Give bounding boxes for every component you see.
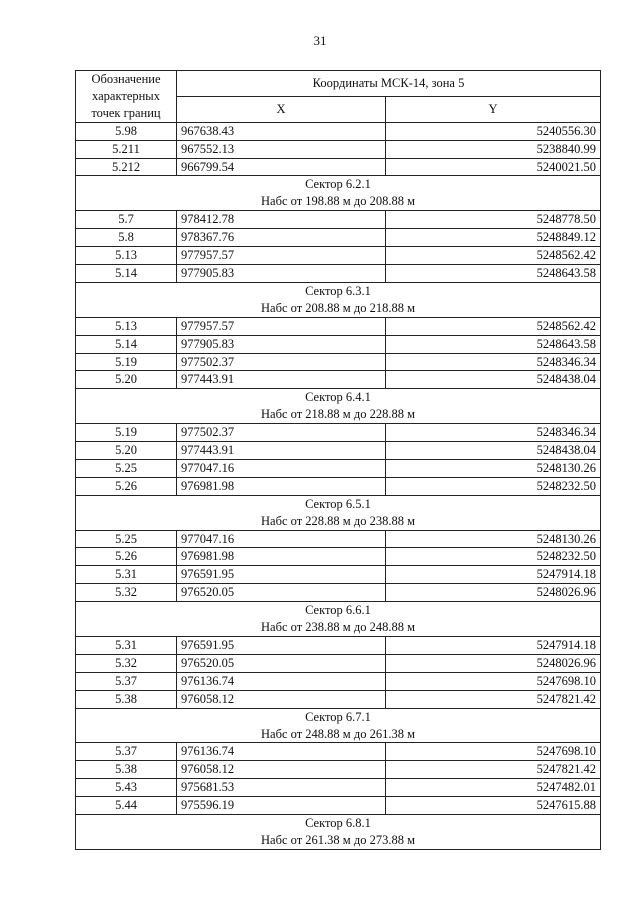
x-cell: 976591.95 — [177, 637, 386, 655]
sector-title: Сектор 6.2.1 — [305, 177, 371, 192]
y-cell: 5248232.50 — [386, 548, 601, 566]
point-cell: 5.44 — [76, 797, 177, 815]
table-row — [76, 743, 601, 761]
table-row — [76, 335, 601, 353]
table-row — [76, 353, 601, 371]
x-cell: 977443.91 — [177, 442, 386, 460]
y-cell: 5240556.30 — [386, 122, 601, 140]
header-row — [76, 71, 601, 97]
x-cell: 966799.54 — [177, 158, 386, 176]
designation-header: Обозначение характерных точек границ — [76, 71, 177, 123]
y-cell: 5247914.18 — [386, 637, 601, 655]
point-cell: 5.19 — [76, 353, 177, 371]
point-cell: 5.32 — [76, 584, 177, 602]
sector-header — [76, 176, 601, 211]
y-cell: 5248346.34 — [386, 424, 601, 442]
point-cell: 5.25 — [76, 530, 177, 548]
table-row — [76, 584, 601, 602]
x-cell: 976981.98 — [177, 548, 386, 566]
y-cell: 5247821.42 — [386, 761, 601, 779]
y-cell: 5240021.50 — [386, 158, 601, 176]
y-cell: 5247615.88 — [386, 797, 601, 815]
x-cell: 977957.57 — [177, 317, 386, 335]
sector-range: Набс от 198.88 м до 208.88 м — [261, 194, 415, 209]
table-row — [76, 548, 601, 566]
x-cell: 976520.05 — [177, 654, 386, 672]
sector-title: Сектор 6.6.1 — [305, 603, 371, 618]
x-cell: 976520.05 — [177, 584, 386, 602]
point-cell: 5.19 — [76, 424, 177, 442]
y-cell: 5247698.10 — [386, 743, 601, 761]
table-row — [76, 158, 601, 176]
coordinates-table — [75, 70, 601, 850]
x-cell: 977047.16 — [177, 530, 386, 548]
sector-range: Набс от 261.38 м до 273.88 м — [261, 832, 415, 847]
sector-range: Набс от 218.88 м до 228.88 м — [261, 407, 415, 422]
point-cell: 5.13 — [76, 317, 177, 335]
sector-row — [76, 176, 601, 211]
x-cell: 977047.16 — [177, 459, 386, 477]
y-cell: 5248130.26 — [386, 530, 601, 548]
x-cell: 976591.95 — [177, 566, 386, 584]
sector-header — [76, 602, 601, 637]
y-cell: 5247821.42 — [386, 690, 601, 708]
point-cell: 5.26 — [76, 548, 177, 566]
y-header: Y — [386, 96, 601, 122]
sector-header — [76, 282, 601, 317]
y-cell: 5248778.50 — [386, 211, 601, 229]
sector-header — [76, 708, 601, 743]
table-row — [76, 690, 601, 708]
sector-title: Сектор 6.4.1 — [305, 390, 371, 405]
coordinates-header: Координаты МСК-14, зона 5 — [177, 71, 601, 97]
y-cell: 5248026.96 — [386, 654, 601, 672]
x-cell: 977443.91 — [177, 371, 386, 389]
table-row — [76, 211, 601, 229]
table-row — [76, 566, 601, 584]
point-cell: 5.25 — [76, 459, 177, 477]
table-row — [76, 229, 601, 247]
sector-row — [76, 602, 601, 637]
point-cell: 5.26 — [76, 477, 177, 495]
sector-title: Сектор 6.8.1 — [305, 816, 371, 831]
table-row — [76, 247, 601, 265]
point-cell: 5.98 — [76, 122, 177, 140]
y-cell: 5248346.34 — [386, 353, 601, 371]
table-row — [76, 424, 601, 442]
table-row — [76, 672, 601, 690]
table-row — [76, 637, 601, 655]
y-cell: 5248438.04 — [386, 442, 601, 460]
y-cell: 5247914.18 — [386, 566, 601, 584]
table-row — [76, 264, 601, 282]
point-cell: 5.43 — [76, 779, 177, 797]
page-number: 31 — [313, 33, 327, 48]
x-cell: 976136.74 — [177, 672, 386, 690]
y-cell: 5248643.58 — [386, 335, 601, 353]
point-cell: 5.32 — [76, 654, 177, 672]
sector-title: Сектор 6.3.1 — [305, 283, 371, 298]
y-cell: 5248562.42 — [386, 247, 601, 265]
table-row — [76, 530, 601, 548]
point-cell: 5.20 — [76, 371, 177, 389]
point-cell: 5.20 — [76, 442, 177, 460]
point-cell: 5.13 — [76, 247, 177, 265]
sector-header — [76, 815, 601, 850]
sector-header — [76, 495, 601, 530]
x-cell: 977905.83 — [177, 335, 386, 353]
table-row — [76, 761, 601, 779]
x-cell: 967638.43 — [177, 122, 386, 140]
point-cell: 5.14 — [76, 335, 177, 353]
table-body — [76, 122, 601, 849]
sector-row — [76, 815, 601, 850]
sector-title: Сектор 6.7.1 — [305, 709, 371, 724]
sector-row — [76, 495, 601, 530]
y-cell: 5248232.50 — [386, 477, 601, 495]
x-cell: 977502.37 — [177, 353, 386, 371]
point-cell: 5.212 — [76, 158, 177, 176]
y-cell: 5247482.01 — [386, 779, 601, 797]
sector-row — [76, 389, 601, 424]
sector-header — [76, 389, 601, 424]
point-cell: 5.38 — [76, 690, 177, 708]
table-row — [76, 459, 601, 477]
table-row — [76, 371, 601, 389]
x-cell: 977905.83 — [177, 264, 386, 282]
x-cell: 976136.74 — [177, 743, 386, 761]
table-row — [76, 140, 601, 158]
point-cell: 5.8 — [76, 229, 177, 247]
point-cell: 5.211 — [76, 140, 177, 158]
table-row — [76, 779, 601, 797]
x-cell: 978412.78 — [177, 211, 386, 229]
sector-row — [76, 708, 601, 743]
x-cell: 976058.12 — [177, 761, 386, 779]
y-cell: 5238840.99 — [386, 140, 601, 158]
y-cell: 5248849.12 — [386, 229, 601, 247]
x-cell: 977957.57 — [177, 247, 386, 265]
x-cell: 976981.98 — [177, 477, 386, 495]
table-row — [76, 442, 601, 460]
y-cell: 5248562.42 — [386, 317, 601, 335]
point-cell: 5.37 — [76, 743, 177, 761]
sector-range: Набс от 228.88 м до 238.88 м — [261, 513, 415, 528]
table-row — [76, 122, 601, 140]
sector-title: Сектор 6.5.1 — [305, 496, 371, 511]
sector-range: Набс от 238.88 м до 248.88 м — [261, 620, 415, 635]
x-cell: 977502.37 — [177, 424, 386, 442]
point-cell: 5.14 — [76, 264, 177, 282]
x-cell: 975681.53 — [177, 779, 386, 797]
table-row — [76, 477, 601, 495]
sector-row — [76, 282, 601, 317]
point-cell: 5.31 — [76, 637, 177, 655]
sector-range: Набс от 248.88 м до 261.38 м — [261, 726, 415, 741]
y-cell: 5248438.04 — [386, 371, 601, 389]
x-header: X — [177, 96, 386, 122]
point-cell: 5.37 — [76, 672, 177, 690]
x-cell: 978367.76 — [177, 229, 386, 247]
x-cell: 975596.19 — [177, 797, 386, 815]
y-cell: 5248643.58 — [386, 264, 601, 282]
y-cell: 5247698.10 — [386, 672, 601, 690]
table-row — [76, 317, 601, 335]
point-cell: 5.38 — [76, 761, 177, 779]
sector-range: Набс от 208.88 м до 218.88 м — [261, 300, 415, 315]
x-cell: 976058.12 — [177, 690, 386, 708]
table-row — [76, 654, 601, 672]
point-cell: 5.31 — [76, 566, 177, 584]
table-row — [76, 797, 601, 815]
x-cell: 967552.13 — [177, 140, 386, 158]
y-cell: 5248130.26 — [386, 459, 601, 477]
point-cell: 5.7 — [76, 211, 177, 229]
y-cell: 5248026.96 — [386, 584, 601, 602]
